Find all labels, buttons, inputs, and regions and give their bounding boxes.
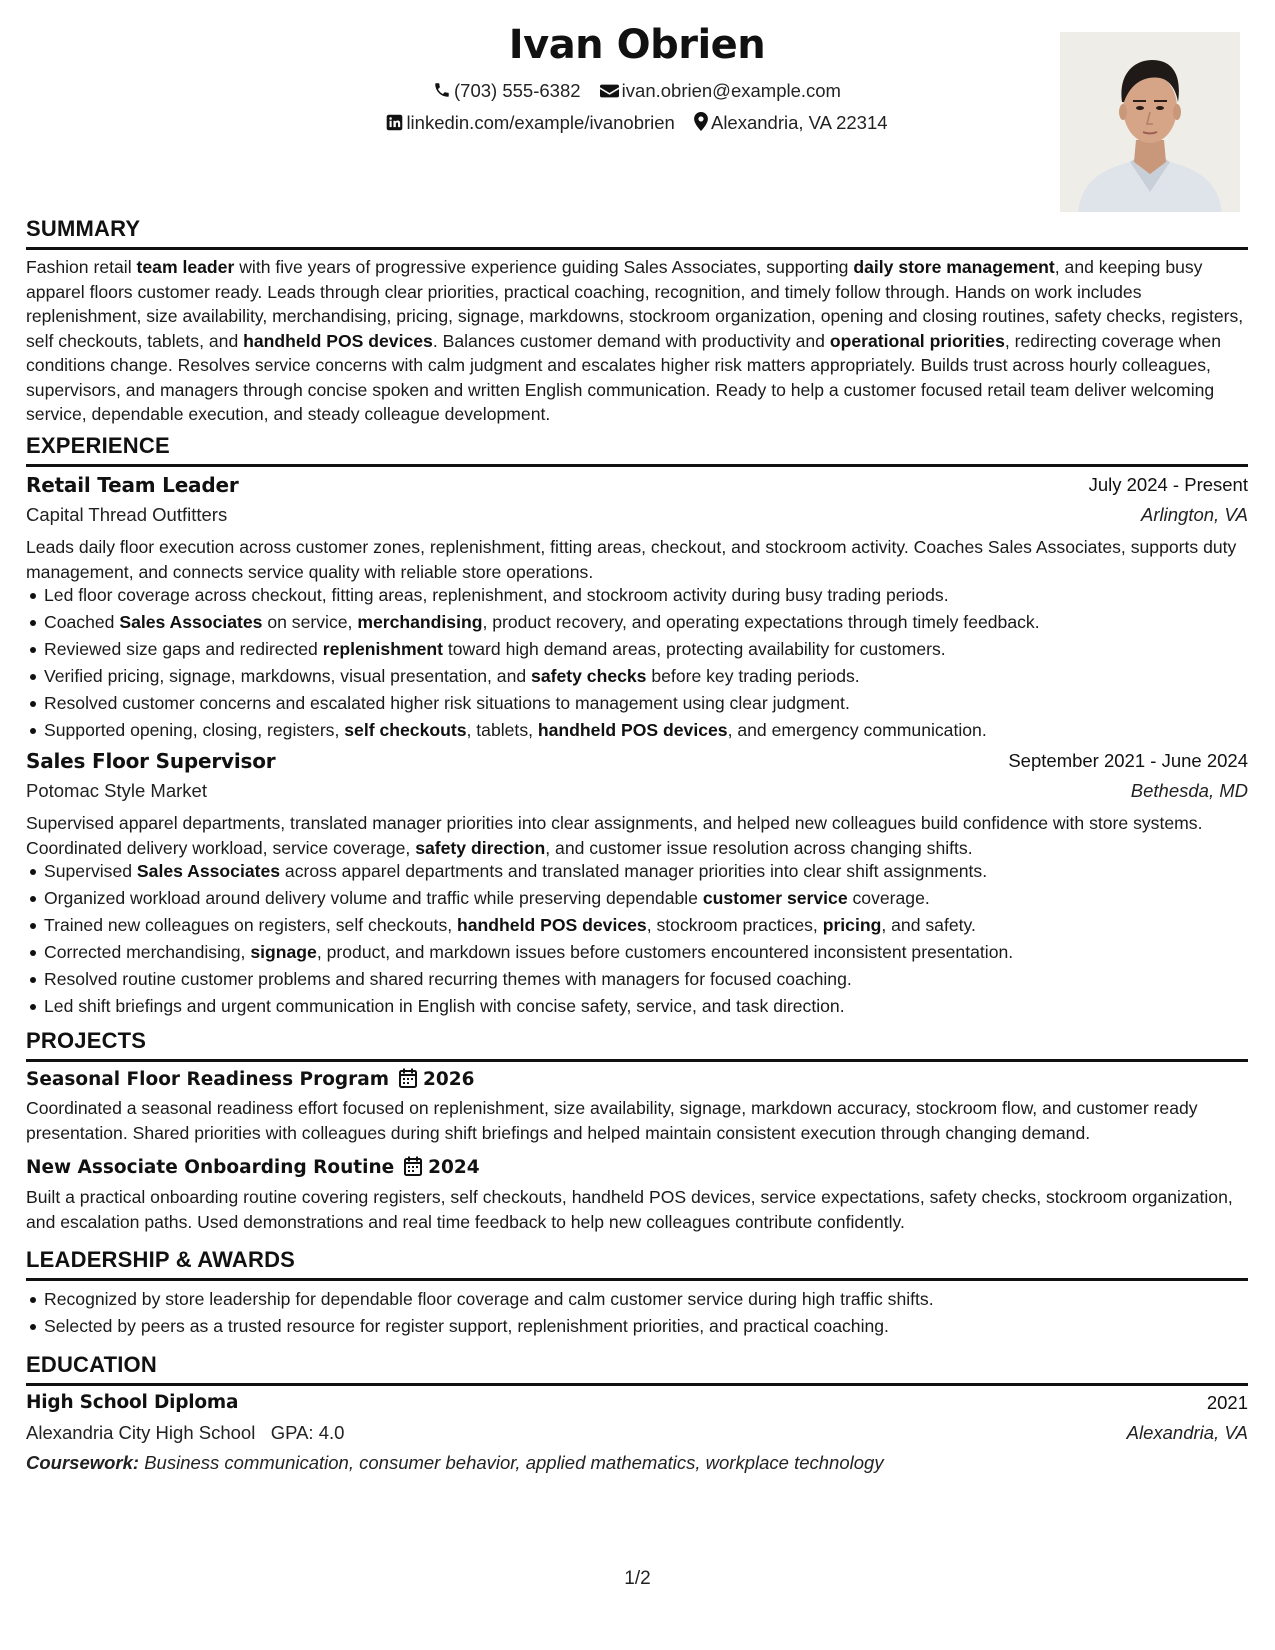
gpa: GPA: 4.0 — [270, 1422, 345, 1443]
education-year: 2021 — [1206, 1392, 1248, 1413]
portrait-image — [1060, 32, 1240, 212]
projects-heading: PROJECTS — [26, 1028, 1248, 1062]
coursework-line — [26, 1452, 884, 1474]
project-title — [26, 1156, 480, 1178]
email-text: ivan.obrien@example.com — [621, 80, 841, 101]
emphasis-text: customer service — [702, 888, 848, 908]
profile-photo — [1060, 32, 1240, 212]
job-location: Bethesda, MD — [1130, 780, 1248, 801]
experience-heading: EXPERIENCE — [26, 433, 1248, 467]
location-text: Alexandria, VA 22314 — [710, 112, 888, 133]
map-pin-icon — [694, 112, 708, 131]
leadership-heading: LEADERSHIP & AWARDS — [26, 1247, 1248, 1281]
education-location: Alexandria, VA — [1126, 1422, 1248, 1443]
job-summary: Supervised apparel departments, translated manager priorities into clear assignments, and helped new colleagues build confidence with store systems. Coordinated delivery workload, service coverage, safety direction, and customer issue resolution across changing shifts. — [26, 813, 1203, 858]
contact-location — [694, 112, 888, 134]
coursework-label: Coursework: — [26, 1452, 140, 1473]
contact-email[interactable] — [600, 80, 841, 102]
school-name: Alexandria City High School — [26, 1422, 256, 1443]
list-item: Corrected merchandising, signage, product, and markdown issues before customers encountered inconsistent presentation. — [44, 939, 1266, 966]
list-item: Reviewed size gaps and redirected replenishment toward high demand areas, protecting availability for customers. — [44, 636, 1266, 663]
education-heading: EDUCATION — [26, 1352, 1248, 1386]
linkedin-text: linkedin.com/example/ivanobrien — [406, 112, 675, 133]
project-name: Seasonal Floor Readiness Program — [26, 1069, 390, 1090]
emphasis-text: operational priorities — [829, 330, 1005, 351]
list-item: Resolved customer concerns and escalated higher risk situations to management using clear judgment. — [44, 690, 1266, 717]
candidate-name: Ivan Obrien — [508, 22, 766, 68]
linkedin-icon — [386, 114, 403, 131]
project-year: 2024 — [428, 1157, 480, 1178]
job-dates: July 2024 - Present — [1088, 474, 1248, 495]
leadership-bullets — [26, 1286, 1266, 1340]
contact-linkedin[interactable] — [386, 112, 674, 134]
calendar-icon — [399, 1068, 417, 1088]
list-item: Supervised Sales Associates across apparel departments and translated manager priorities into clear shift assignments. — [44, 858, 1266, 885]
list-item: Supported opening, closing, registers, self checkouts, tablets, handheld POS devices, and emergency communication. — [44, 717, 1266, 744]
summary-heading: SUMMARY — [26, 216, 1248, 250]
list-item: Resolved routine customer problems and shared recurring themes with managers for focused coaching. — [44, 966, 1266, 993]
job-company: Capital Thread Outfitters — [26, 504, 228, 525]
page-number: 1/2 — [624, 1568, 651, 1589]
summary-text: Fashion retail team leader with five years of progressive experience guiding Sales Associates, supporting daily store management, and keeping busy apparel floors customer ready. Leads through clear priorities, practical coaching, recognition, and timely follow through. Hands on work includes replenishment, size availability, merchandising, pricing, signage, markdowns, stockroom organization, opening and closing routines, safety checks, registers, self checkouts, tablets, and handheld POS devices. Balances customer demand with productivity and operational priorities, redirecting coverage when conditions change. Resolves service concerns with calm judgment and escalates higher risk matters appropriately. Builds trust across hourly colleagues, supervisors, and managers through concise spoken and written English communication. Ready to help a customer focused retail team deliver welcoming service, dependable execution, and steady colleague development. — [26, 257, 1244, 424]
envelope-icon — [600, 83, 619, 99]
job-bullets — [26, 858, 1266, 1020]
coursework-text: Business communication, consumer behavior, applied mathematics, workplace technology — [144, 1452, 884, 1473]
job-dates: September 2021 - June 2024 — [1008, 750, 1248, 771]
resume-header — [26, 22, 1248, 212]
contact-phone[interactable] — [433, 80, 581, 102]
emphasis-text: Sales Associates — [119, 612, 263, 632]
list-item: Verified pricing, signage, markdowns, visual presentation, and safety checks before key trading periods. — [44, 663, 1266, 690]
job-title: Sales Floor Supervisor — [26, 749, 276, 773]
emphasis-text: handheld POS devices — [457, 915, 647, 935]
emphasis-text: team leader — [136, 257, 235, 277]
emphasis-text: replenishment — [322, 639, 443, 659]
list-item: Led floor coverage across checkout, fitting areas, replenishment, and stockroom activity during busy trading periods. — [44, 582, 1266, 609]
emphasis-text: handheld POS devices — [537, 720, 728, 740]
list-item: Organized workload around delivery volume and traffic while preserving dependable customer service coverage. — [44, 885, 1266, 912]
project-title — [26, 1068, 475, 1090]
education-degree: High School Diploma — [26, 1392, 239, 1413]
list-item: Trained new colleagues on registers, self checkouts, handheld POS devices, stockroom practices, pricing, and safety. — [44, 912, 1266, 939]
project-description: Built a practical onboarding routine covering registers, self checkouts, handheld POS devices, service expectations, safety checks, stockroom organization, and escalation paths. Used demonstrations and real time feedback to help new colleagues contribute confidently. — [26, 1187, 1233, 1232]
education-school-line — [26, 1422, 344, 1444]
phone-text: (703) 555-6382 — [454, 80, 581, 101]
job-location: Arlington, VA — [1141, 504, 1248, 525]
list-item: Coached Sales Associates on service, merchandising, product recovery, and operating expectations through timely feedback. — [44, 609, 1266, 636]
list-item: Selected by peers as a trusted resource for register support, replenishment priorities, and practical coaching. — [44, 1313, 1266, 1340]
job-company: Potomac Style Market — [26, 780, 207, 801]
emphasis-text: daily store management — [853, 257, 1055, 277]
calendar-icon — [404, 1156, 422, 1176]
emphasis-text: safety direction — [415, 837, 546, 858]
emphasis-text: signage — [250, 942, 317, 962]
emphasis-text: handheld POS devices — [243, 330, 433, 351]
emphasis-text: pricing — [822, 915, 882, 935]
project-year: 2026 — [423, 1069, 475, 1090]
job-summary: Leads daily floor execution across customer zones, replenishment, fitting areas, checkout, and stockroom activity. Coaches Sales Associates, supports duty management, and connects service quality with reliable store operations. — [26, 537, 1237, 582]
emphasis-text: merchandising — [357, 612, 483, 632]
emphasis-text: Sales Associates — [136, 861, 281, 881]
job-title: Retail Team Leader — [26, 473, 239, 497]
emphasis-text: safety checks — [531, 666, 647, 686]
list-item: Led shift briefings and urgent communication in English with concise safety, service, and task direction. — [44, 993, 1266, 1020]
list-item: Recognized by store leadership for dependable floor coverage and calm customer service during high traffic shifts. — [44, 1286, 1266, 1313]
resume-page — [26, 0, 1248, 1650]
project-name: New Associate Onboarding Routine — [26, 1157, 395, 1178]
project-description: Coordinated a seasonal readiness effort focused on replenishment, size availability, signage, markdown accuracy, stockroom flow, and customer ready presentation. Shared priorities with colleagues during shift briefings and helped maintain consistent execution through changing demand. — [26, 1098, 1198, 1143]
emphasis-text: self checkouts — [344, 720, 467, 740]
phone-icon — [433, 81, 451, 99]
job-bullets — [26, 582, 1266, 744]
